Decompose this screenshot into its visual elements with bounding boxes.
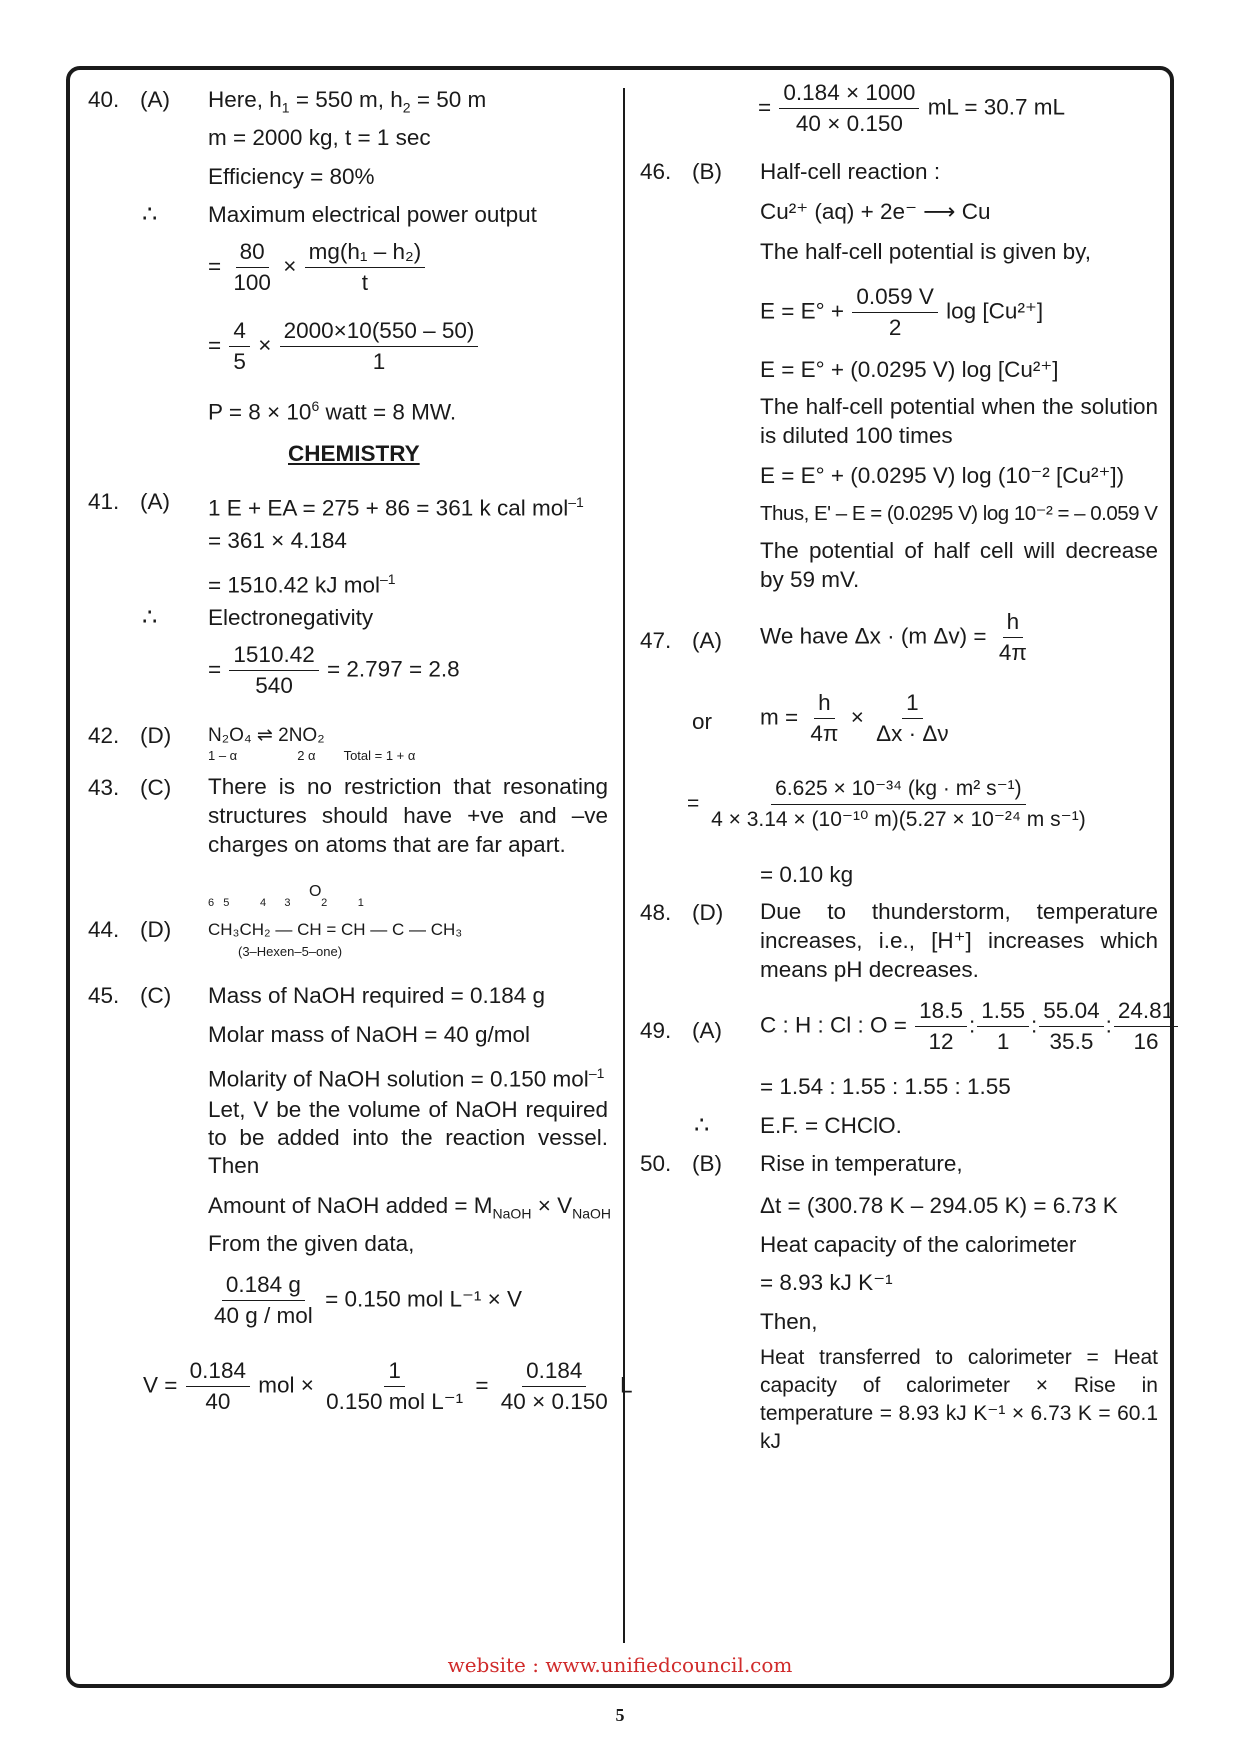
q46-line-6: E = E° + (0.0295 V) log (10⁻² [Cu²⁺]) (760, 463, 1125, 488)
page-number: 5 (615, 1705, 625, 1725)
question-number: 49. (640, 1018, 672, 1043)
q44-formula: CH₃CH₂ — CH = CH — C — CH₃ (208, 920, 463, 939)
question-number: 47. (640, 628, 672, 653)
q41-line-3: = 1510.42 kJ mol$^{-1}$ (208, 571, 396, 598)
q40-line-3: Efficiency = 80% (208, 164, 375, 189)
q50-line-5: Then, (760, 1309, 818, 1334)
q50-line-4: = 8.93 kJ K⁻¹ (760, 1270, 893, 1295)
answer-option: (C) (140, 775, 172, 800)
question-number: 41. (88, 489, 120, 514)
q45-line-6: From the given data, (208, 1231, 415, 1256)
answer-option: (B) (692, 1151, 722, 1176)
q45-line-1: Mass of NaOH required = 0.184 g (208, 983, 546, 1008)
therefore-symbol: ∴ (142, 604, 158, 631)
question-number: 48. (640, 900, 672, 925)
q50-line-3: Heat capacity of the calorimeter (760, 1232, 1077, 1257)
answer-option: (D) (140, 723, 172, 748)
answer-option: (A) (140, 489, 170, 514)
q44-name: (3–Hexen–5–one) (238, 944, 343, 959)
answer-option: (D) (140, 917, 172, 942)
q44-oxygen: O (309, 883, 322, 900)
q46-line-2: Cu²⁺ (aq) + 2e⁻ ⟶ Cu (760, 199, 991, 224)
q45-line-4: Let, V be the volume of NaOH required to be added into the reaction vessel. Then (208, 1097, 608, 1178)
question-number: 43. (88, 775, 120, 800)
q46-line-8: The potential of half cell will decrease by 59 mV. (760, 538, 1158, 592)
q47-or: or (692, 709, 713, 734)
q42-below: 1 – α 2 α Total = 1 + α (208, 748, 416, 763)
answer-option: (A) (692, 628, 722, 653)
q47-formula-3: = $\frac{\text{6.625 × 10⁻³⁴ (kg · m² s⁻¹)}}{\text{4 × 3.14 × (10⁻¹⁰ m)(5.27 × 10⁻²⁴ m s⁻¹)}}$ (687, 774, 1092, 835)
q41-formula: = $\frac{1510.42}{540}$ = 2.797 = 2.8 (208, 642, 460, 698)
q47-line-1: We have Δx · (m Δv) = $\frac{h}{4\pi}$ (760, 609, 1027, 665)
q47-formula-2: m = $\frac{h}{4\pi}$ × $\frac{1}{\Delta x \cdot \Delta\nu}$ (760, 690, 949, 746)
question-number: 42. (88, 723, 120, 748)
q45-formula-2: V = $\frac{0.184}{40}$ mol × $\frac{1}{\text{0.150 mol L⁻¹}}$ = $\frac{0.184}{40 \times 0.150}$ L (143, 1358, 633, 1414)
question-number: 44. (88, 917, 120, 942)
therefore-symbol: ∴ (694, 1112, 710, 1139)
question-number: 40. (88, 87, 120, 112)
answer-option: (A) (692, 1018, 722, 1043)
answer-option: (A) (140, 87, 170, 112)
q45-continued: = $\frac{0.184 \times 1000}{40 \times 0.150}$ mL = 30.7 mL (758, 80, 1066, 136)
answer-option: (D) (692, 900, 724, 925)
q44-carbon-numbers: 6 5 4 3 2 1 (208, 897, 364, 909)
q45-formula-1: $\frac{0.184 g}{\text{40 g / mol}}$ = 0.150 mol L⁻¹ × V (214, 1272, 523, 1328)
q45-line-5: Amount of NaOH added = $M_{NaOH} \times V_{NaOH}$ (208, 1193, 611, 1222)
answer-option: (B) (692, 159, 722, 184)
q43-text: There is no restriction that resonating structures should have +ve and –ve charges on atoms that are far apart. (208, 774, 608, 857)
q40-formula-2: = $\frac{4}{5}$ × $\frac{2000\times 10(550 - 50)}{1}$ (208, 316, 480, 377)
q46-line-7: Thus, E' – E = (0.0295 V) log 10⁻² = – 0.059 V (760, 502, 1158, 525)
q49-ratio: C : H : Cl : O = $\frac{18.5}{12}$ : $\frac{1.55}{1}$ : $\frac{55.04}{35.5}$ : $\frac{24.81}{16}$ (760, 996, 1180, 1057)
question-number: 46. (640, 159, 672, 184)
q45-line-3: Molarity of NaOH solution = 0.150 mol$^{-1}$ (208, 1065, 605, 1092)
q40-result: $P = 8 \times 10^6$ watt = 8 MW. (208, 398, 457, 425)
q46-line-4: E = E° + (0.0295 V) log [Cu²⁺] (760, 357, 1059, 382)
q50-line-1: Rise in temperature, (760, 1151, 963, 1176)
q48-text: Due to thunderstorm, temperature increases, i.e., [H⁺] increases which means pH decreases. (760, 899, 1158, 982)
q40-line-4: Maximum electrical power output (208, 202, 537, 227)
q41-line-2: = 361 × 4.184 (208, 528, 347, 553)
question-number: 45. (88, 983, 120, 1008)
answer-option: (C) (140, 983, 172, 1008)
q41-line-4: Electronegativity (208, 605, 374, 630)
q50-line-2: Δt = (300.78 K – 294.05 K) = 6.73 K (760, 1193, 1118, 1218)
q42-equation: N₂O₄ ⇌ 2NO₂ (208, 725, 325, 746)
therefore-symbol: ∴ (142, 201, 158, 228)
section-heading: CHEMISTRY (288, 441, 420, 466)
website-footer: website : www.unifiedcouncil.com (447, 1653, 793, 1677)
question-number: 50. (640, 1151, 672, 1176)
q40-line-1: Here, $h_1 = 550$ m, $h_2 = 50$ m (208, 87, 487, 116)
q45-line-2: Molar mass of NaOH = 40 g/mol (208, 1022, 530, 1047)
q41-line-1: 1 E + EA = 275 + 86 = 361 k cal mol$^{-1}$ (208, 494, 584, 521)
q46-line-3: The half-cell potential is given by, (760, 239, 1092, 264)
q49-line-2: = 1.54 : 1.55 : 1.55 : 1.55 (760, 1074, 1011, 1099)
q40-line-2: m = 2000 kg, t = 1 sec (208, 125, 431, 150)
q49-line-3: E.F. = CHClO. (760, 1113, 902, 1138)
q50-line-6: Heat transferred to calorimeter = Heat capacity of calorimeter × Rise in temperature = 8.93 kJ K⁻¹ × 6.73 K = 60.1 kJ (760, 1346, 1158, 1453)
q47-result: = 0.10 kg (760, 862, 854, 887)
q40-formula-1: = $\frac{80}{100}$ × $\frac{\text{mg(h₁ – h₂)}}{t}$ (208, 237, 427, 298)
q46-line-5: The half-cell potential when the solution is diluted 100 times (760, 394, 1158, 448)
q46-formula: E = E° + $\frac{0.059 V}{2}$ log [Cu²⁺] (760, 284, 1044, 340)
q46-line-1: Half-cell reaction : (760, 159, 941, 184)
